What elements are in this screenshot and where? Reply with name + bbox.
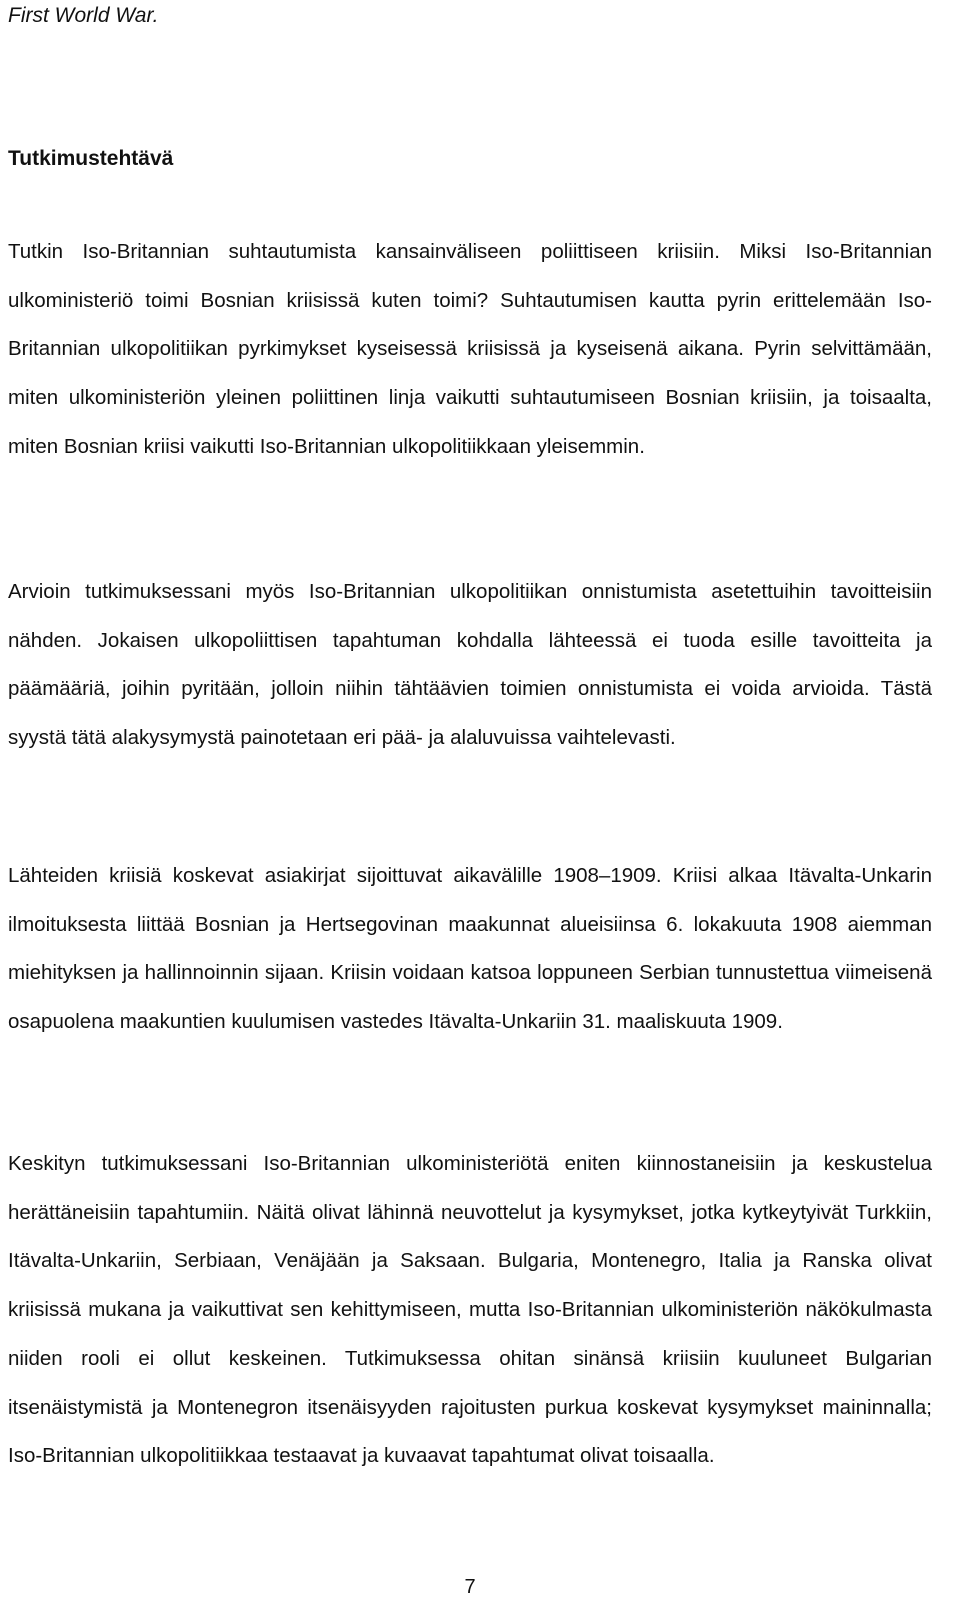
paragraph-evaluation: Arvioin tutkimuksessani myös Iso-Britannian ulkopolitiikan onnistumista asetettuihin tavoitteisiin nähden. Jokaisen ulkopoliittisen tapahtuman kohdalla lähteessä ei tuoda esille tavoitteita ja päämääriä, joihin pyritään, jolloin niihin tähtäävien toimien onnistumista ei voida arvioida. Tästä syystä tätä alakysymystä painotetaan eri pää- ja alaluvuissa vaihtelevasti. [8,580,932,750]
paragraph-research-task: Tutkin Iso-Britannian suhtautumista kansainväliseen poliittiseen kriisiin. Miksi Iso-Britannian ulkoministeriö toimi Bosnian kriisissä kuten toimi? Suhtautumisen kautta pyrin erittelemään Iso-Britannian ulkopolitiikan pyrkimykset kyseisessä kriisissä ja kyseisenä aikana. Pyrin selvittämään, miten ulkoministeriön yleinen poliittinen linja vaikutti suhtautumiseen Bosnian kriisiin, ja toisaalta, miten Bosnian kriisi vaikutti Iso-Britannian ulkopolitiikkaan yleisemmin. [8,240,932,458]
section-heading: Tutkimustehtävä [8,147,174,170]
page-number: 7 [464,1576,476,1598]
paragraph-focus: Keskityn tutkimuksessani Iso-Britannian ulkoministeriötä eniten kiinnostaneisiin ja keskustelua herättäneisiin tapahtumiin. Näitä olivat lähinnä neuvottelut ja kysymykset, jotka kytkeytyivät Turkkiin, Itävalta-Unkariin, Serbiaan, Venäjään ja Saksaan. Bulgaria, Montenegro, Italia ja Ranska olivat kriisissä mukana ja vaikuttivat sen kehittymiseen, mutta Iso-Britannian ulkoministeriön näkökulmasta niiden rooli ei ollut keskeinen. Tutkimuksessa ohitan sinänsä kriisiin kuuluneet Bulgarian itsenäistymistä ja Montenegron itsenäisyyden rajoitusten purkua koskevat kysymykset maininnalla; Iso-Britannian ulkopolitiikkaa testaavat ja kuvaavat tapahtumat olivat toisaalla. [8,1152,932,1468]
paragraph-sources-timeframe: Lähteiden kriisiä koskevat asiakirjat sijoittuvat aikavälille 1908–1909. Kriisi alkaa Itävalta-Unkarin ilmoituksesta liittää Bosnian ja Hertsegovinan maakunnat alueisiinsa 6. lokakuuta 1908 aiemman miehityksen ja hallinnoinnin sijaan. Kriisin voidaan katsoa loppuneen Serbian tunnustettua viimeisenä osapuolena maakuntien kuulumisen vastedes Itävalta-Unkariin 31. maaliskuuta 1909. [8,864,932,1034]
previous-section-tail: First World War. [8,4,159,27]
